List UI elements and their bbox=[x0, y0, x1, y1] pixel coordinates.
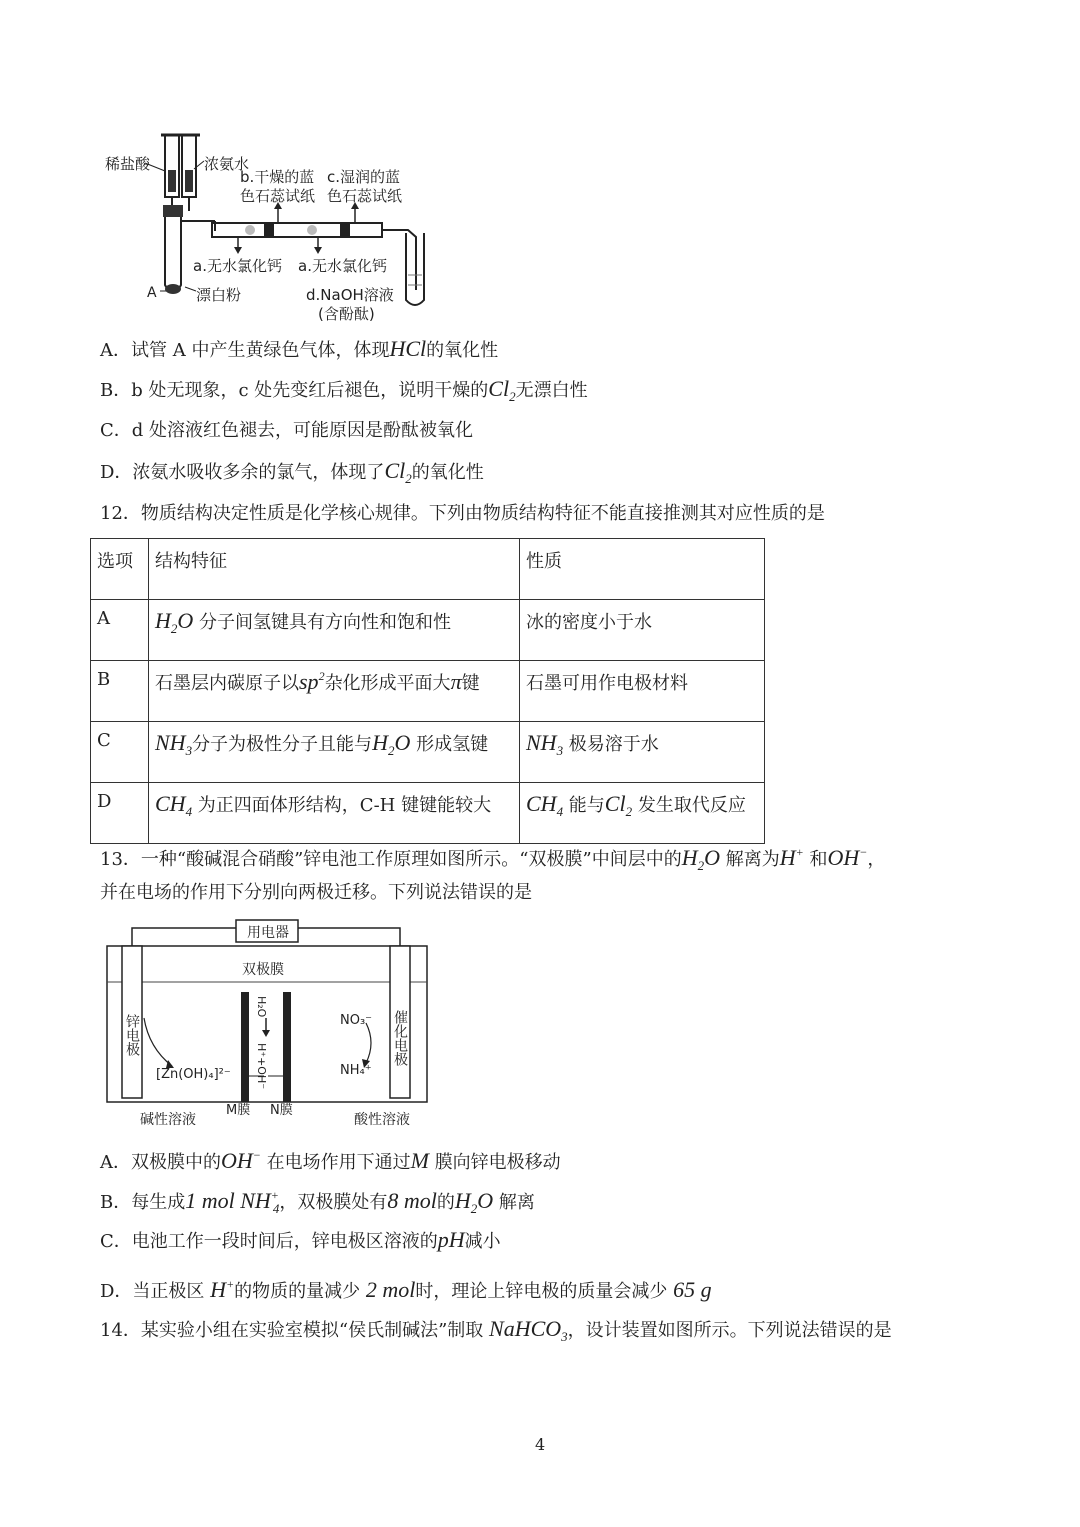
label-bleach: 漂白粉 bbox=[196, 286, 242, 304]
table-header-row bbox=[91, 539, 765, 600]
label-hcl: 稀盐酸 bbox=[105, 155, 151, 173]
q11-option-b: B．b 处无现象，c 处先变红后褪色，说明干燥的$Cl_2$无漂白性 bbox=[100, 376, 588, 404]
label-zinc-electrode-text: 锌电极 bbox=[124, 1014, 140, 1056]
label-a2: a.无水氯化钙 bbox=[298, 257, 387, 275]
q13-stem-line2: 并在电场的作用下分别向两极迁移。下列说法错误的是 bbox=[100, 882, 532, 903]
cell-property: $CH_4$ 能与$Cl_2$ 发生取代反应 bbox=[520, 783, 765, 844]
cell-property: 石墨可用作电极材料 bbox=[520, 661, 765, 722]
table-row bbox=[91, 722, 765, 783]
q13-option-d: D．当正极区 H+的物质的量减少 2 mol时，理论上锌电极的质量会减少 65 g bbox=[100, 1277, 712, 1302]
figure-chlorine-apparatus bbox=[100, 125, 440, 325]
cell-property: 冰的密度小于水 bbox=[520, 600, 765, 661]
q13-option-b: B．每生成1 mol $NH^+_4$，双极膜处有8 mol的$H_2O$ 解离 bbox=[100, 1188, 535, 1216]
label-d-line2: (含酚酞) bbox=[318, 305, 375, 323]
label-c-line1: c.湿润的蓝 bbox=[327, 168, 401, 186]
label-d-line1: d.NaOH溶液 bbox=[306, 286, 394, 304]
header-property: 性质 bbox=[520, 539, 765, 600]
cell-option: A bbox=[91, 600, 149, 661]
label-c-line2: 色石蕊试纸 bbox=[327, 187, 403, 205]
label-zinc-electrode bbox=[124, 1014, 140, 1056]
cell-option: C bbox=[91, 722, 149, 783]
q13-option-a: A．双极膜中的OH− 在电场作用下通过M 膜向锌电极移动 bbox=[100, 1148, 561, 1173]
label-nitrate: NO₃⁻ bbox=[340, 1013, 373, 1028]
cell-structure: $NH_3$分子为极性分子且能与$H_2O$ 形成氢键 bbox=[149, 722, 520, 783]
table-row bbox=[91, 783, 765, 844]
cell-option: D bbox=[91, 783, 149, 844]
q11-option-d: D．浓氨水吸收多余的氯气，体现了$Cl_2$的氧化性 bbox=[100, 458, 484, 486]
q13-option-c: C．电池工作一段时间后，锌电极区溶液的pH减小 bbox=[100, 1227, 501, 1252]
table-row bbox=[91, 600, 765, 661]
q14-stem: 14．某实验小组在实验室模拟“侯氏制碱法”制取 NaHCO$_3$，设计装置如图所示。下列说法错误的是 bbox=[100, 1316, 892, 1344]
header-option: 选项 bbox=[91, 539, 149, 600]
cell-option: B bbox=[91, 661, 149, 722]
q13-stem-line1: 13．一种“酸碱混合硝酸”锌电池工作原理如图所示。“双极膜”中间层中的$H_2O$ 解离为H+ 和OH−， bbox=[100, 845, 886, 873]
label-b-line2: 色石蕊试纸 bbox=[240, 187, 316, 205]
q12-table bbox=[90, 538, 765, 844]
label-catalytic-electrode-text: 催化电极 bbox=[392, 1010, 408, 1066]
label-tube-a: A bbox=[147, 285, 157, 301]
header-structure: 结构特征 bbox=[149, 539, 520, 600]
cell-structure: $H_2O$ 分子间氢键具有方向性和饱和性 bbox=[149, 600, 520, 661]
label-bipolar-membrane: 双极膜 bbox=[242, 962, 284, 978]
label-alkaline-solution: 碱性溶液 bbox=[140, 1112, 196, 1128]
cell-structure: $CH_4$ 为正四面体形结构，C-H 键键能较大 bbox=[149, 783, 520, 844]
label-catalytic-electrode bbox=[392, 1009, 408, 1066]
cell-property: $NH_3$ 极易溶于水 bbox=[520, 722, 765, 783]
label-ions: H⁺+OH⁻ bbox=[255, 1043, 268, 1090]
label-ammonia: 浓氨水 bbox=[204, 155, 250, 173]
page-number: 4 bbox=[535, 1435, 546, 1454]
q11-option-a: A．试管 A 中产生黄绿色气体，体现HCl的氧化性 bbox=[100, 336, 499, 361]
label-a1: a.无水氯化钙 bbox=[193, 257, 282, 275]
q12-stem: 12．物质结构决定性质是化学核心规律。下列由物质结构特征不能直接推测其对应性质的是 bbox=[100, 503, 825, 524]
label-b-line1: b.干燥的蓝 bbox=[240, 168, 315, 186]
label-device: 用电器 bbox=[247, 925, 289, 941]
label-n-membrane: N膜 bbox=[270, 1103, 293, 1118]
label-ammonium: NH₄⁺ bbox=[340, 1063, 372, 1078]
table-row bbox=[91, 661, 765, 722]
q11-option-c: C．d 处溶液红色褪去，可能原因是酚酞被氧化 bbox=[100, 420, 474, 441]
label-m-membrane: M膜 bbox=[226, 1103, 251, 1118]
cell-structure: 石墨层内碳原子以$sp^2$杂化形成平面大π键 bbox=[149, 661, 520, 722]
label-acidic-solution: 酸性溶液 bbox=[354, 1112, 410, 1128]
figure-zinc-battery bbox=[104, 918, 430, 1130]
label-zincate: [Zn(OH)₄]²⁻ bbox=[156, 1067, 231, 1082]
label-water: H₂O bbox=[255, 996, 268, 1018]
